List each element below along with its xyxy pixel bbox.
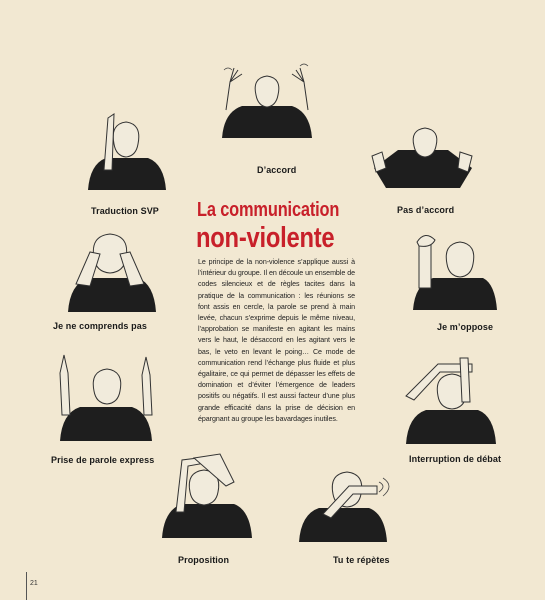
proposition-drawing (154, 452, 264, 542)
gesture-proposition-illustration (154, 452, 264, 542)
page-number: 21 (30, 580, 38, 587)
gesture-comprends-illustration (60, 228, 170, 313)
caption-interruption: Interruption de débat (409, 454, 502, 464)
pas-accord-drawing (368, 128, 478, 198)
folio-rule (26, 572, 27, 600)
caption-pas-accord: Pas d’accord (397, 205, 455, 215)
caption-repetes: Tu te répètes (333, 555, 390, 565)
article-body: Le principe de la non-violence s’applique aussi à l’intérieur du groupe. Il en découle un ensemble de codes silencieux et de règles tacites dans la pratique de la communication : les réunions se font assis en cercle, la parole se prend à main levée, chacun s’exprime depuis le même niveau, l’approbation se manifeste en agitant les mains vers le haut, le désaccord en les agitant vers le bas, le veto en levant le poing… Ce mode de communication rend l’échange plus fluide et plus égalitaire, ce qui permet de dépasser les effets de domination et d’éviter l’émergence de leaders positifs ou négatifs. Il est aussi facteur d’une plus grande efficacité dans la prise de décision en épargnant au groupe les bavardages inutiles. (198, 258, 355, 423)
gesture-pas-accord-illustration (368, 128, 478, 198)
gesture-traduction-illustration (78, 108, 188, 200)
caption-prise-parole: Prise de parole express (51, 455, 155, 465)
gesture-repetes-illustration (293, 456, 403, 546)
caption-proposition: Proposition (178, 555, 230, 565)
interruption-drawing (398, 356, 508, 446)
accord-drawing (212, 60, 322, 150)
prise-parole-drawing (52, 353, 162, 443)
repetes-drawing (293, 456, 403, 546)
gesture-oppose-illustration (405, 228, 515, 313)
article-title-line2: non-violente (196, 222, 335, 254)
gesture-prise-parole-illustration (52, 353, 162, 443)
gesture-interruption-illustration (398, 356, 508, 446)
article-title-line1: La communication (197, 199, 340, 221)
caption-traduction: Traduction SVP (91, 206, 159, 216)
gesture-accord-illustration (212, 60, 322, 160)
oppose-drawing (405, 228, 515, 313)
caption-oppose: Je m’oppose (437, 322, 494, 332)
caption-comprends: Je ne comprends pas (53, 321, 147, 331)
traduction-drawing (78, 108, 178, 193)
caption-accord: D’accord (257, 165, 297, 175)
comprends-drawing (60, 228, 170, 313)
